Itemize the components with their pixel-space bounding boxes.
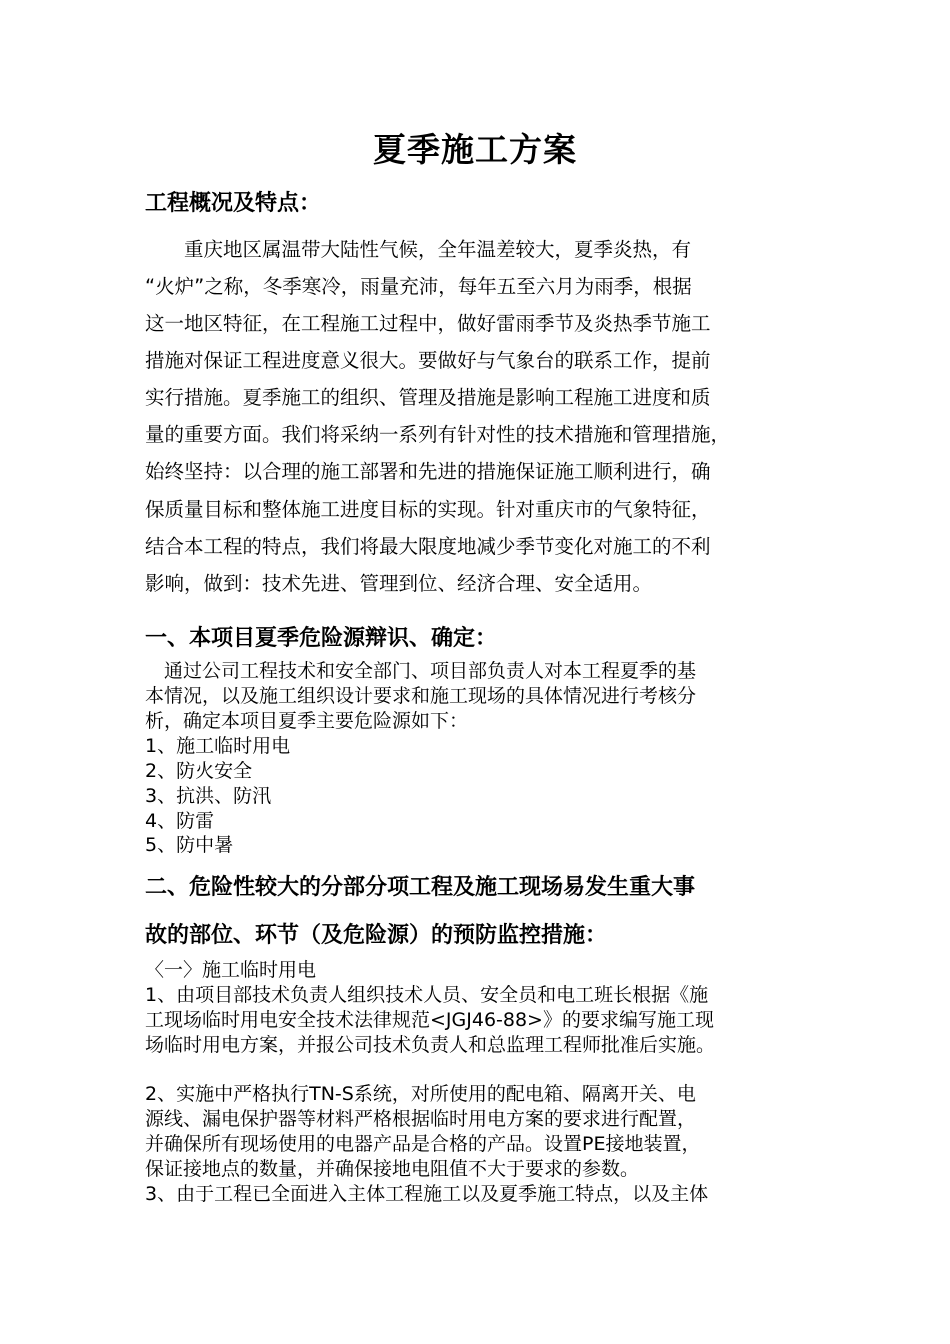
section2-para1-line: 场临时用电方案，并报公司技术负责人和总监理工程师批准后实施。 — [145, 1034, 716, 1056]
section2-para2-line: 2、实施中严格执行TN-S系统，对所使用的配电箱、隔离开关、电 — [145, 1083, 696, 1105]
section1-intro-line: 通过公司工程技术和安全部门、项目部负责人对本工程夏季的基 — [145, 660, 697, 682]
overview-line: 实行措施。夏季施工的组织、管理及措施是影响工程施工进度和质 — [145, 386, 711, 409]
hazard-list-item: 3、抗洪、防汛 — [145, 785, 272, 807]
hazard-list-item: 1、施工临时用电 — [145, 735, 291, 757]
section1-intro-line: 析，确定本项目夏季主要危险源如下： — [145, 710, 469, 732]
overview-line: 重庆地区属温带大陆性气候，全年温差较大，夏季炎热，有 — [145, 238, 692, 261]
hazard-list-item: 5、防中暑 — [145, 834, 234, 856]
section2-para2-line: 保证接地点的数量，并确保接地电阻值不大于要求的参数。 — [145, 1158, 640, 1180]
hazard-list-item: 2、防火安全 — [145, 760, 253, 782]
section1-heading: 一、本项目夏季危险源辩识、确定： — [145, 626, 498, 651]
overview-line: 结合本工程的特点，我们将最大限度地减少季节变化对施工的不利 — [145, 535, 711, 558]
overview-line: 始终坚持：以合理的施工部署和先进的措施保证施工顺利进行，确 — [145, 460, 711, 483]
overview-line: 量的重要方面。我们将采纳一系列有针对性的技术措施和管理措施， — [145, 423, 731, 446]
section2-para2-line: 并确保所有现场使用的电器产品是合格的产品。设置PE接地装置， — [145, 1133, 701, 1155]
hazard-list-item: 4、防雷 — [145, 810, 215, 832]
section2-subheading: 〈一〉施工临时用电 — [145, 959, 317, 981]
overview-line: “火炉”之称，冬季寒冷，雨量充沛，每年五至六月为雨季，根据 — [145, 275, 692, 298]
section2-para1-line: 1、由项目部技术负责人组织技术人员、安全员和电工班长根据《施 — [145, 984, 709, 1006]
section2-para1-line: 工现场临时用电安全技术法律规范<JGJ46-88>》的要求编写施工现 — [145, 1009, 714, 1031]
overview-line: 保质量目标和整体施工进度目标的实现。针对重庆市的气象特征， — [145, 498, 711, 521]
document-title: 夏季施工方案 — [373, 130, 577, 169]
section2-heading-line: 故的部位、环节（及危险源）的预防监控措施： — [145, 923, 608, 948]
section2-para2-line: 3、由于工程已全面进入主体工程施工以及夏季施工特点，以及主体 — [145, 1183, 709, 1205]
overview-line: 措施对保证工程进度意义很大。要做好与气象台的联系工作，提前 — [145, 349, 711, 372]
section2-heading-line: 二、危险性较大的分部分项工程及施工现场易发生重大事 — [145, 875, 696, 900]
overview-heading: 工程概况及特点： — [145, 191, 322, 216]
overview-line: 影响，做到：技术先进、管理到位、经济合理、安全适用。 — [145, 572, 653, 595]
section2-para2-line: 源线、漏电保护器等材料严格根据临时用电方案的要求进行配置， — [145, 1108, 697, 1130]
overview-line: 这一地区特征，在工程施工过程中，做好雷雨季节及炎热季节施工 — [145, 312, 711, 335]
section1-intro-line: 本情况，以及施工组织设计要求和施工现场的具体情况进行考核分 — [145, 685, 697, 707]
